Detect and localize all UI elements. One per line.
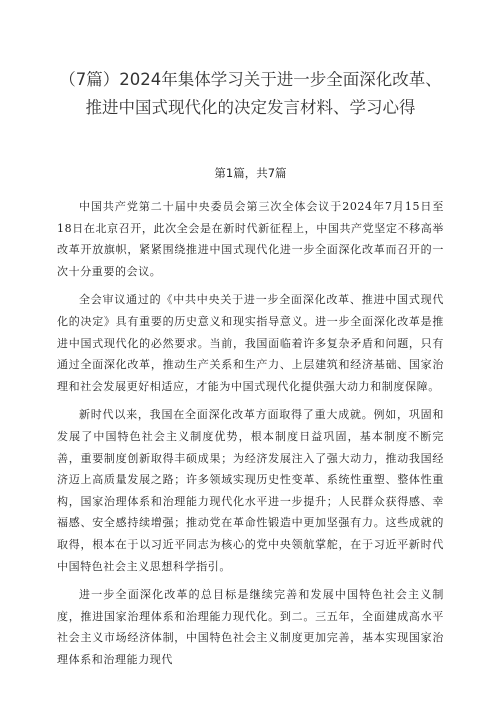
chapter-heading: 第1篇，共7篇 bbox=[214, 166, 287, 180]
paragraph-1: 中国共产党第二十届中央委员会第三次全体会议于2024年7月15日至18日在北京召开，此次全会是在新时代新征程上，中国共产党坚定不移高举改革开放旗帜，紧紧围绕推进中国式现代化进一步全面深化改革而召开的一次十分重要的会议。 bbox=[57, 200, 444, 278]
paragraph-2: 全会审议通过的《中共中央关于进一步全面深化改革、推进中国式现代化的决定》具有重要的历史意义和现实指导意义。进一步全面深化改革是推进中国式现代化的必然要求。当前，我国面临着许多复杂矛盾和问题，只有通过全面深化改革，推动生产关系和生产力、上层建筑和经济基础、国家治理和社会发展更好相适应，才能为中国式现代化提供强大动力和制度保障。 bbox=[57, 293, 444, 393]
title-line-2: 推进中国式现代化的决定发言材料、学习心得 bbox=[85, 98, 416, 117]
title-line-1: （7篇）2024年集体学习关于进一步全面深化改革、 bbox=[59, 70, 442, 89]
paragraph-3: 新时代以来，我国在全面深化改革方面取得了重大成就。例如，巩固和发展了中国特色社会主义制度优势，根本制度日益巩固，基本制度不断完善，重要制度创新取得丰硕成果；为经济发展注入了强大动力，推动我国经济迈上高质量发展之路；许多领域实现历史性变革、系统性重塑、整体性重构，国家治理体系和治理能力现代化水平进一步提升；人民群众获得感、幸福感、安全感持续增强；推动党在革命性锻造中更加坚强有力。这些成就的取得，根本在于以习近平同志为核心的党中央领航掌舵，在于习近平新时代中国特色社会主义思想科学指引。 bbox=[57, 408, 444, 573]
document-title bbox=[57, 0, 444, 122]
paragraph-4: 进一步全面深化改革的总目标是继续完善和发展中国特色社会主义制度，推进国家治理体系和治理能力现代化。到二。三五年，全面建成高水平社会主义市场经济体制，中国特色社会主义制度更加完善，基本实现国家治理体系和治理能力现代 bbox=[57, 588, 444, 666]
